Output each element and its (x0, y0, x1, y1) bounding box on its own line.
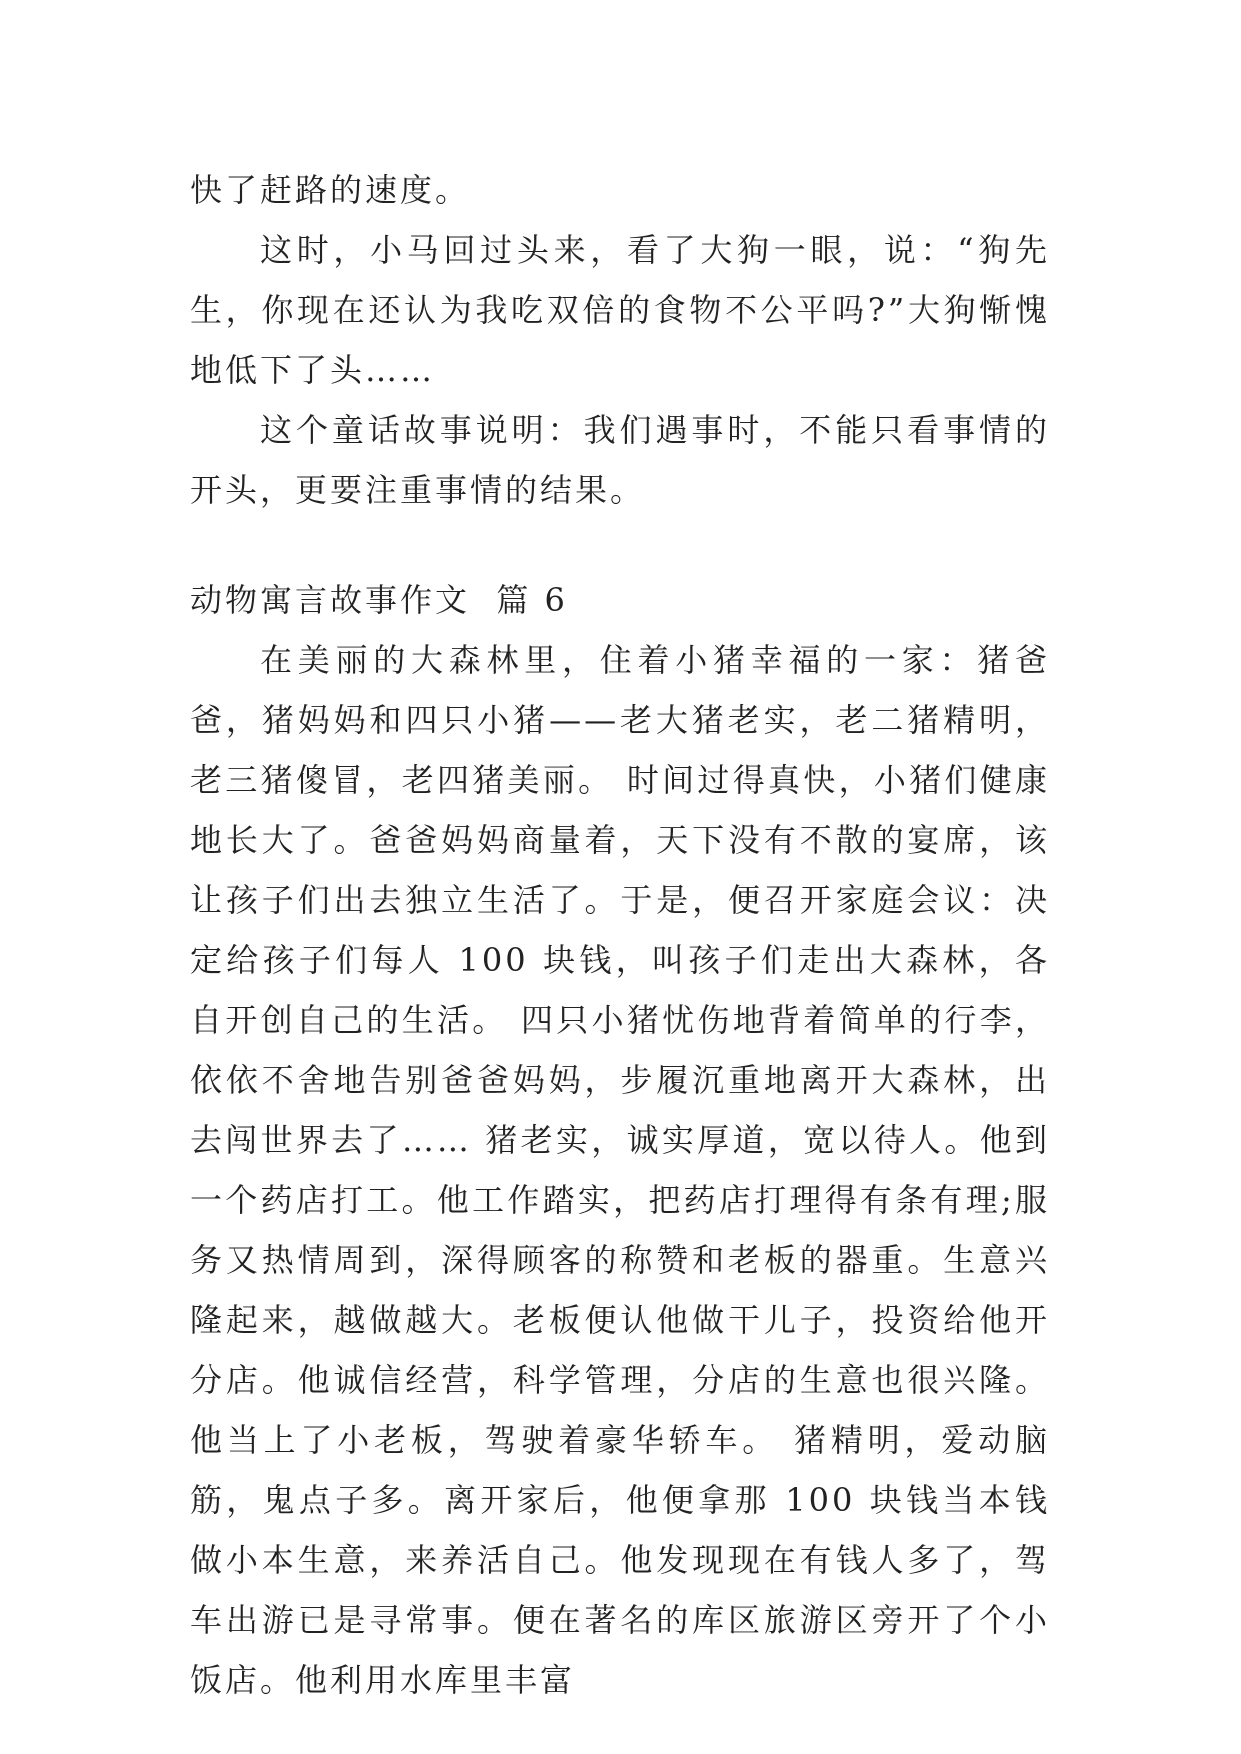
paragraph-2: 这时，小马回过头来，看了大狗一眼，说：“狗先生，你现在还认为我吃双倍的食物不公平吗?”大狗惭愧地低下了头…… (190, 231, 1050, 389)
paragraph-1: 快了赶路的速度。 (190, 171, 471, 209)
paragraph-3: 这个童话故事说明：我们遇事时，不能只看事情的开头，更要注重事情的结果。 (190, 411, 1050, 509)
paragraph-4: 在美丽的大森林里，住着小猪幸福的一家：猪爸爸，猪妈妈和四只小猪——老大猪老实，老二猪精明，老三猪傻冒，老四猪美丽。 时间过得真快，小猪们健康地长大了。爸爸妈妈商量着，天下没有不散的宴席，该让孩子们出去独立生活了。于是，便召开家庭会议：决定给孩子们每人 100 块钱，叫孩子们走出大森林，各自开创自己的生活。 四只小猪忧伤地背着简单的行李，依依不舍地告别爸爸妈妈，步履沉重地离开大森林，出去闯世界去了…… 猪老实，诚实厚道，宽以待人。他到一个药店打工。他工作踏实，把药店打理得有条有理;服务又热情周到，深得顾客的称赞和老板的器重。生意兴隆起来，越做越大。老板便认他做干儿子，投资给他开分店。他诚信经营，科学管理，分店的生意也很兴隆。他当上了小老板，驾驶着豪华轿车。 猪精明，爱动脑筋，鬼点子多。离开家后，他便拿那 100 块钱当本钱做小本生意，来养活自己。他发现现在有钱人多了，驾车出游已是寻常事。便在著名的库区旅游区旁开了个小饭店。他利用水库里丰富 (190, 641, 1050, 1699)
document-page (190, 160, 1050, 1710)
section-heading: 动物寓言故事作文 篇 6 (190, 581, 568, 619)
